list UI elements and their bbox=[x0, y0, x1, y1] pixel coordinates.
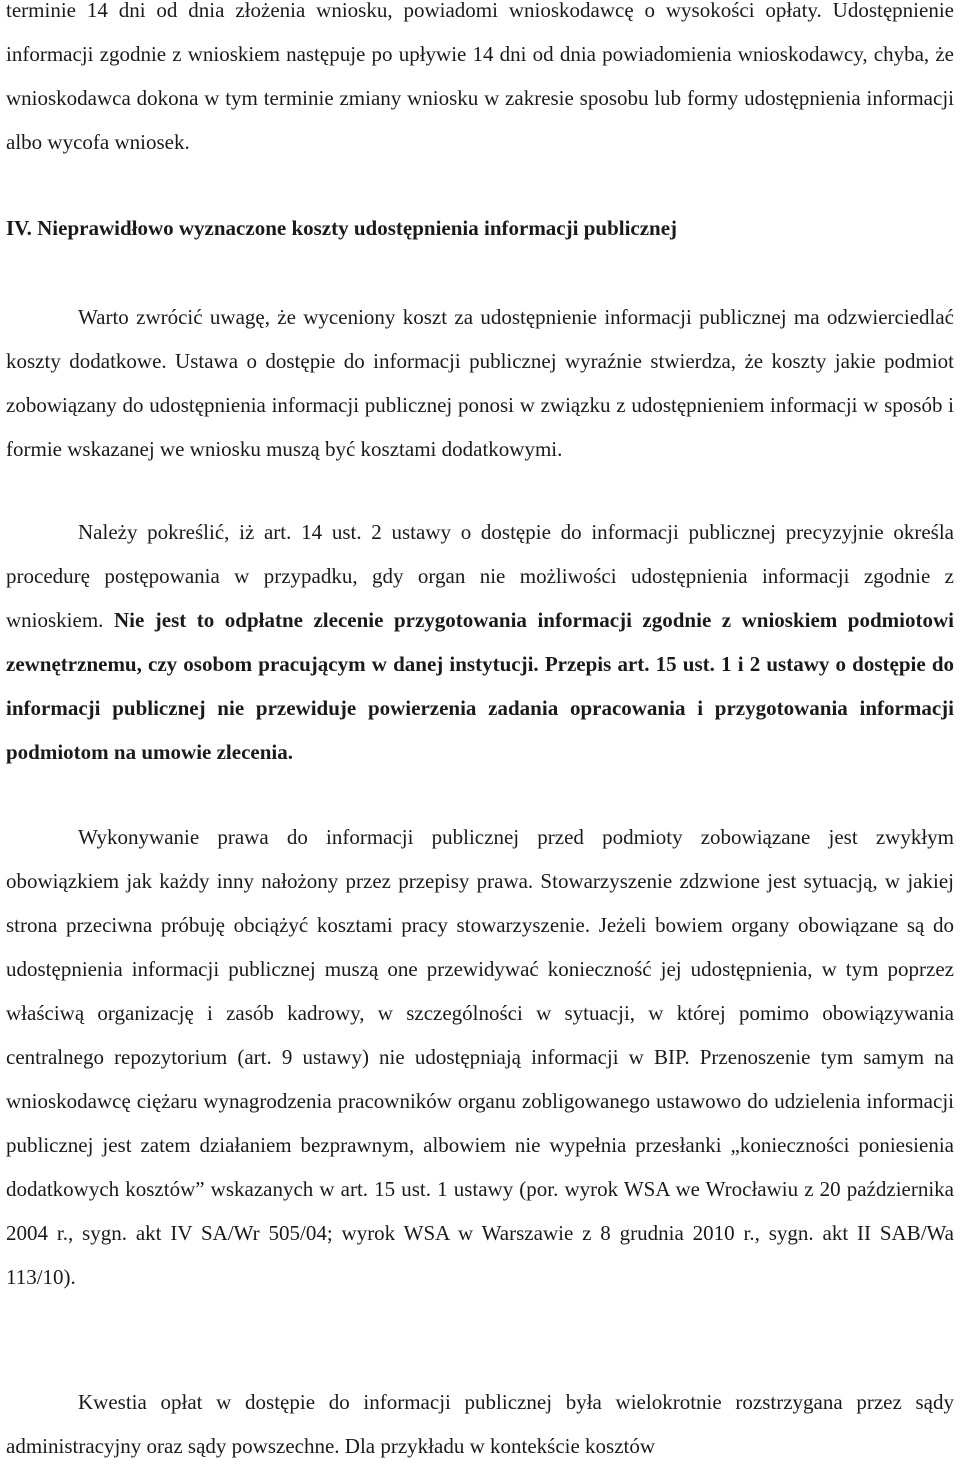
paragraph-obligation bbox=[6, 815, 954, 1299]
paragraph-fees-intro-text: terminie 14 dni od dnia złożenia wniosku, powiadomi wnioskodawcę o wysokości opłaty. Udostępnienie informacji zgodnie z wnioskiem następuje po upływie 14 dni od dnia powiadomienia wnioskodawcy, chyba, że wnioskodawca dokona w tym terminie zmiany wniosku w zakresie sposobu lub formy udostępnienia informacji albo wycofa wniosek. bbox=[6, 0, 954, 154]
section-heading-text: Nieprawidłowo wyznaczone koszty udostępnienia informacji publicznej bbox=[37, 216, 678, 240]
section-heading bbox=[6, 206, 954, 250]
paragraph-fees-intro bbox=[6, 0, 954, 164]
paragraph-art14-bold: Nie jest to odpłatne zlecenie przygotowania informacji zgodnie z wnioskiem podmiotowi zewnętrznemu, czy osobom pracującym w danej instytucji. Przepis art. 15 ust. 1 i 2 ustawy o dostępie do informacji publicznej nie przewiduje powierzenia zadania opracowania i przygotowania informacji podmiotom na umowie zlecenia. bbox=[6, 608, 954, 764]
paragraph-art14-text: Należy pokreślić, iż art. 14 ust. 2 ustawy o dostępie do informacji publicznej precyzyjnie określa procedurę postępowania w przypadku, gdy organ nie możliwości udostępnienia informacji zgodnie z wnioskiem. bbox=[6, 520, 954, 632]
paragraph-additional-costs-text: Warto zwrócić uwagę, że wyceniony koszt za udostępnienie informacji publicznej ma odzwierciedlać koszty dodatkowe. Ustawa o dostępie do informacji publicznej wyraźnie stwierdza, że koszty jakie podmiot zobowiązany do udostępnienia informacji publicznej ponosi w związku z udostępnieniem informacji w sposób i formie wskazanej we wniosku muszą być kosztami dodatkowymi. bbox=[6, 305, 954, 461]
section-heading-number: IV. bbox=[6, 216, 32, 240]
paragraph-case-law bbox=[6, 1380, 954, 1468]
paragraph-obligation-text: Wykonywanie prawa do informacji publicznej przed podmioty zobowiązane jest zwykłym obowiązkiem jak każdy inny nałożony przez przepisy prawa. Stowarzyszenie zdzwione jest sytuacją, w jakiej strona przeciwna próbuję obciążyć kosztami pracy stowarzyszenie. Jeżeli bowiem organy obowiązane są do udostępnienia informacji publicznej muszą one przewidywać konieczność jej udostępnienia, w tym poprzez właściwą organizację i zasób kadrowy, w szczególności w sytuacji, w której pomimo obowiązywania centralnego repozytorium (art. 9 ustawy) nie udostępniają informacji w BIP. Przenoszenie tym samym na wnioskodawcę ciężaru wynagrodzenia pracowników organu zobligowanego ustawowo do udzielenia informacji publicznej jest zatem działaniem bezprawnym, albowiem nie wypełnia przesłanki „konieczności poniesienia dodatkowych kosztów” wskazanych w art. 15 ust. 1 ustawy (por. wyrok WSA we Wrocławiu z 20 października 2004 r., sygn. akt IV SA/Wr 505/04; wyrok WSA w Warszawie z 8 grudnia 2010 r., sygn. akt II SAB/Wa 113/10). bbox=[6, 825, 954, 1289]
paragraph-case-law-text: Kwestia opłat w dostępie do informacji publicznej była wielokrotnie rozstrzygana przez sądy administracyjny oraz sądy powszechne. Dla przykładu w kontekście kosztów bbox=[6, 1390, 954, 1458]
paragraph-art14 bbox=[6, 510, 954, 774]
paragraph-additional-costs bbox=[6, 295, 954, 471]
